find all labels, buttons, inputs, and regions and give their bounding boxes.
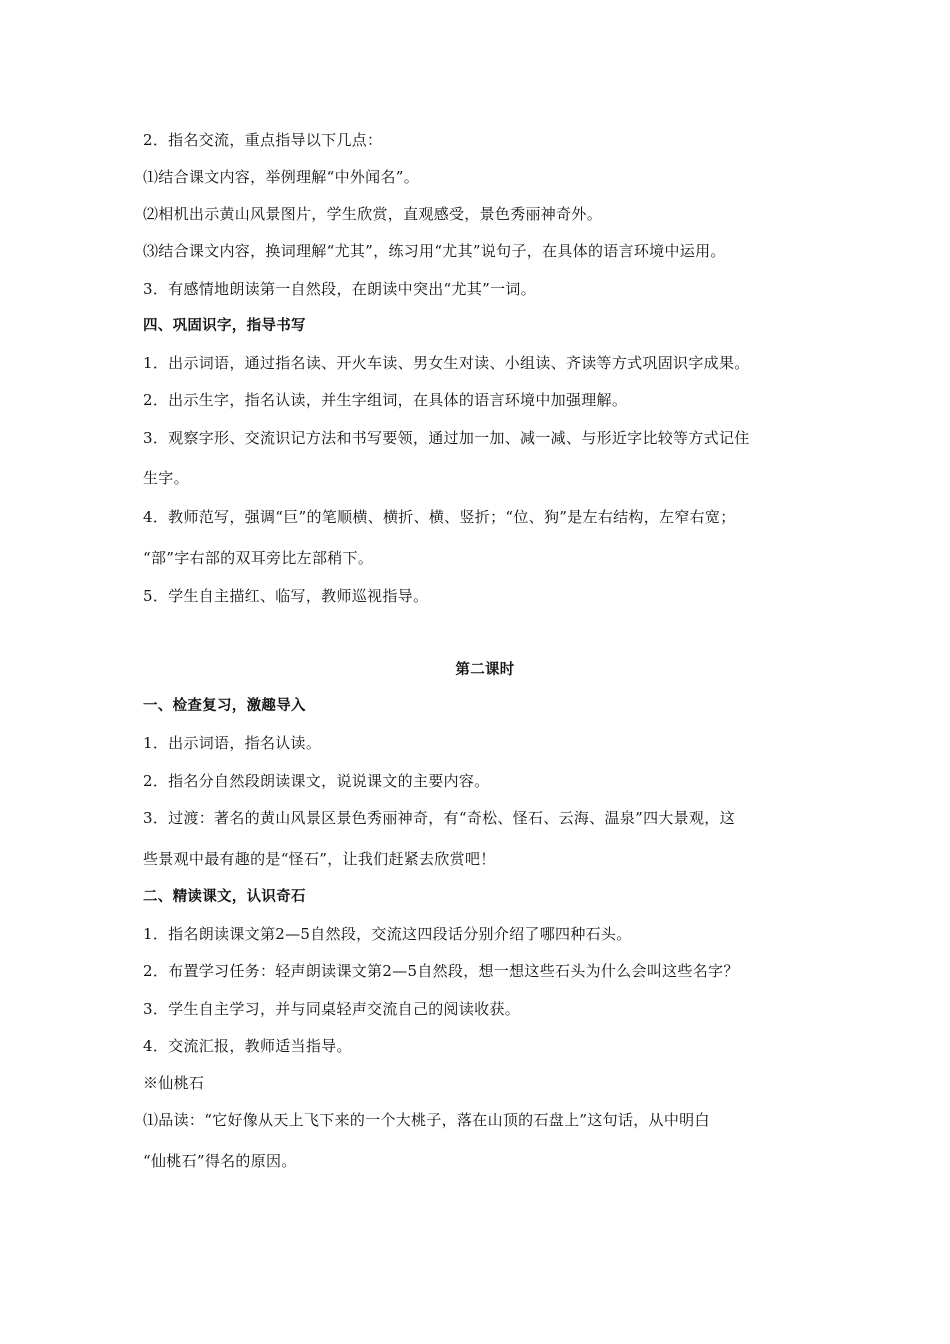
paragraph-line: 1．指名朗读课文第2—5自然段，交流这四段话分别介绍了哪四种石头。 — [143, 925, 632, 943]
paragraph-line: 3．过渡：著名的黄山风景区景色秀丽神奇，有“奇松、怪石、云海、温泉”四大景观，这 — [143, 809, 735, 827]
paragraph-line: “仙桃石”得名的原因。 — [143, 1152, 297, 1170]
paragraph-line: 5．学生自主描红、临写，教师巡视指导。 — [143, 587, 429, 605]
paragraph-line: 2．出示生字，指名认读，并生字组词，在具体的语言环境中加强理解。 — [143, 391, 628, 409]
paragraph-line: 2．布置学习任务：轻声朗读课文第2—5自然段，想一想这些石头为什么会叫这些名字？ — [143, 962, 739, 980]
paragraph-line: ⑶结合课文内容，换词理解“尤其”，练习用“尤其”说句子，在具体的语言环境中运用。 — [143, 242, 726, 260]
section-heading: 四、巩固识字，指导书写 — [143, 318, 306, 334]
paragraph-line: ⑴结合课文内容，举例理解“中外闻名”。 — [143, 168, 420, 186]
lesson-title: 第二课时 — [455, 662, 515, 678]
section-heading: 二、精读课文，认识奇石 — [143, 889, 306, 905]
paragraph-line: “部”字右部的双耳旁比左部稍下。 — [143, 549, 374, 567]
paragraph-line: 1．出示词语，指名认读。 — [143, 734, 322, 752]
section-heading: 一、检查复习，激趣导入 — [143, 698, 306, 714]
paragraph-line: 3．观察字形、交流识记方法和书写要领，通过加一加、减一减、与形近字比较等方式记住 — [143, 429, 750, 447]
paragraph-line: 生字。 — [143, 469, 189, 487]
paragraph-line: 3．学生自主学习，并与同桌轻声交流自己的阅读收获。 — [143, 1000, 521, 1018]
paragraph-line: 4．教师范写，强调“巨”的笔顺横、横折、横、竖折；“位、狗”是左右结构，左窄右宽； — [143, 508, 736, 526]
paragraph-line: 些景观中最有趣的是“怪石”，让我们赶紧去欣赏吧！ — [143, 850, 496, 868]
paragraph-line: 4．交流汇报，教师适当指导。 — [143, 1037, 352, 1055]
paragraph-line: ⑴品读：“它好像从天上飞下来的一个大桃子，落在山顶的石盘上”这句话，从中明白 — [143, 1111, 710, 1129]
paragraph-line: ⑵相机出示黄山风景图片，学生欣赏，直观感受，景色秀丽神奇外。 — [143, 205, 603, 223]
paragraph-line: 1．出示词语，通过指名读、开火车读、男女生对读、小组读、齐读等方式巩固识字成果。 — [143, 354, 750, 372]
paragraph-line: 3．有感情地朗读第一自然段，在朗读中突出“尤其”一词。 — [143, 280, 536, 298]
paragraph-line: ※仙桃石 — [143, 1074, 205, 1092]
paragraph-line: 2．指名分自然段朗读课文，说说课文的主要内容。 — [143, 772, 490, 790]
paragraph-line: 2．指名交流，重点指导以下几点： — [143, 131, 383, 149]
